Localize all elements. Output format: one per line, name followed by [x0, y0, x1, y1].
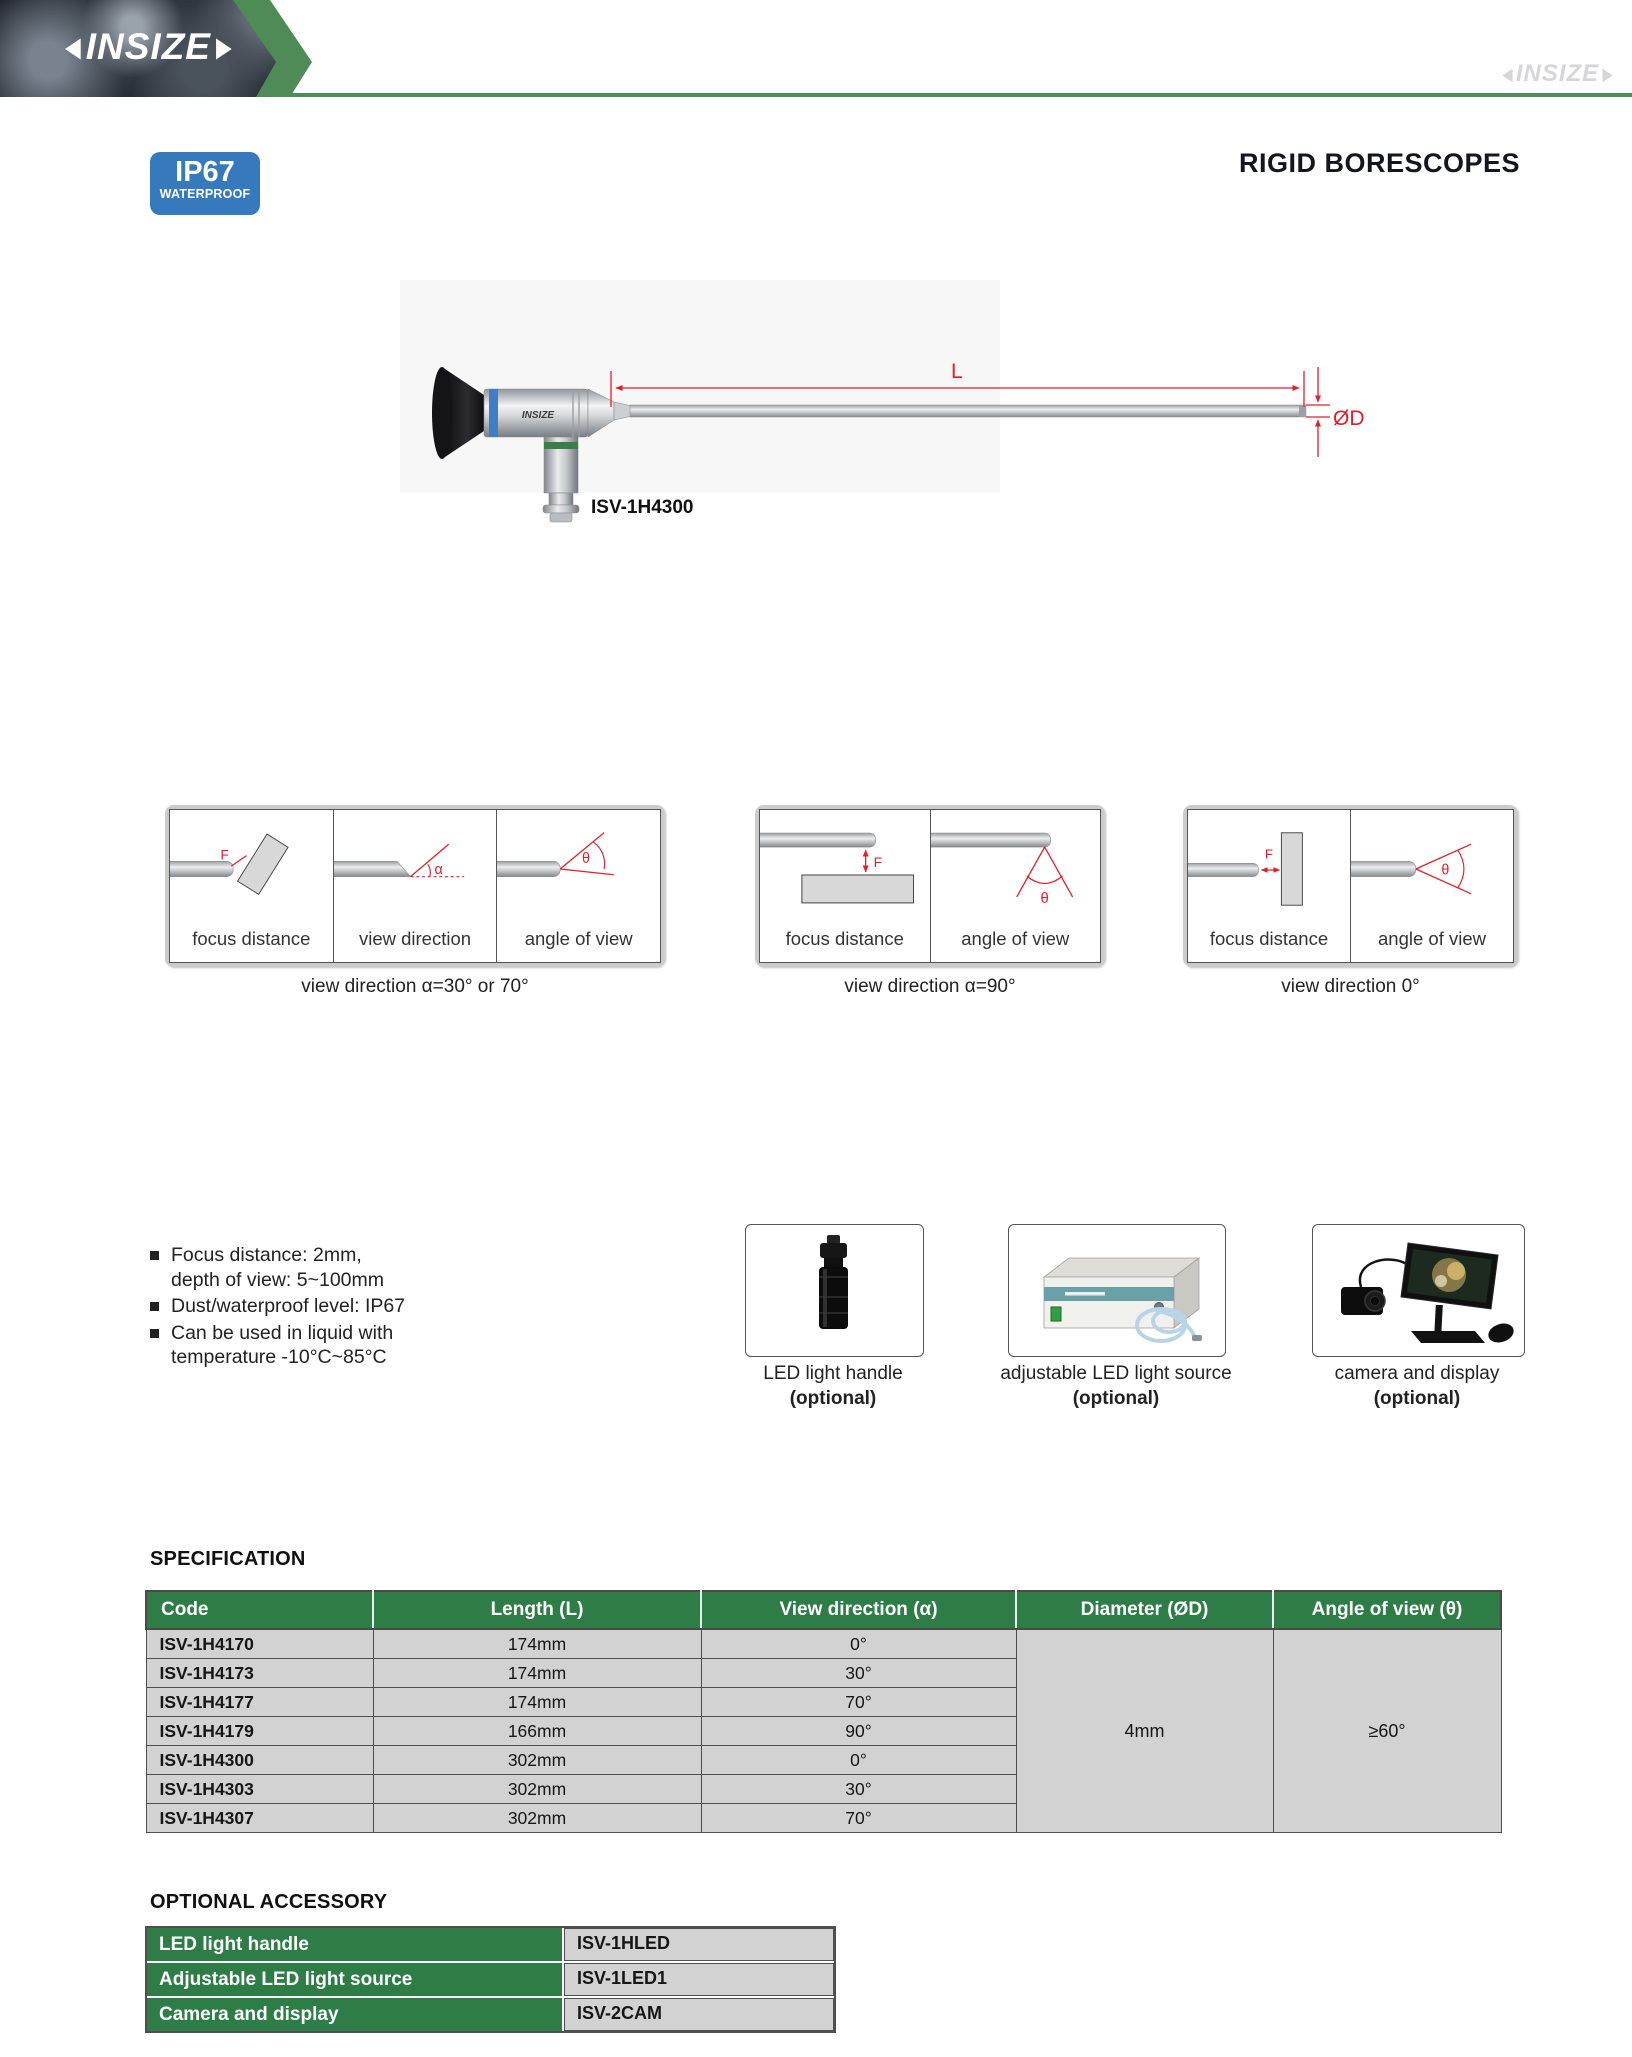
feature-text: depth of view: 5~100mm	[171, 1268, 384, 1291]
spec-angle-merged: ≥60°	[1273, 1629, 1501, 1833]
scope-body-logo: INSIZE	[521, 410, 555, 421]
spec-col-diameter: Diameter (ØD)	[1016, 1591, 1273, 1629]
accessory-card-led-handle	[745, 1224, 924, 1357]
spec-view-direction: 0°	[701, 1629, 1016, 1659]
spec-row	[146, 1629, 1501, 1659]
f-annotation: F	[873, 854, 883, 871]
scope-green-ring	[544, 442, 578, 449]
feature-item	[150, 1294, 510, 1319]
tube	[497, 861, 560, 876]
diagram-cell-label: focus distance	[192, 928, 311, 949]
feature-text: Can be used in liquid with	[171, 1321, 394, 1344]
theta-annotation: θ	[1441, 862, 1450, 879]
accessory-optional: (optional)	[1373, 1387, 1461, 1409]
dimension-l-label: L	[951, 360, 963, 383]
accessory-name: LED light handle	[763, 1363, 903, 1384]
spec-view-direction: 70°	[701, 1804, 1016, 1833]
beveled-tube	[334, 861, 411, 876]
spec-header-row	[146, 1591, 1501, 1629]
spec-view-direction: 90°	[701, 1717, 1016, 1746]
diagram-cell-focus-distance	[760, 810, 931, 962]
spec-length: 166mm	[373, 1717, 701, 1746]
model-label: ISV-1H4300	[591, 497, 694, 518]
spec-code: ISV-1H4173	[146, 1659, 373, 1688]
tube	[760, 833, 876, 847]
brand-logo	[60, 26, 237, 68]
accessory-optional: (optional)	[789, 1387, 877, 1409]
accessory-caption	[986, 1362, 1246, 1411]
logo-right-arrow-icon: ►	[210, 26, 237, 68]
optional-accessory-code: ISV-1LED1	[564, 1963, 834, 1996]
optional-accessory-code: ISV-2CAM	[564, 1998, 834, 2031]
feature-text: temperature -10°C~85°C	[171, 1346, 387, 1369]
bullet-icon	[150, 1251, 159, 1260]
scope-insertion-tube	[630, 405, 1306, 417]
spec-length: 302mm	[373, 1746, 701, 1775]
spec-code: ISV-1H4303	[146, 1775, 373, 1804]
scope-eyepiece-rim	[432, 367, 452, 459]
diagram-cell-view-direction	[334, 810, 498, 962]
led-light-handle-image	[746, 1225, 921, 1354]
logo-left-arrow-icon: ◄	[60, 26, 86, 68]
diagram-cell-angle-of-view	[1351, 810, 1513, 962]
feature-text: Focus distance: 2mm,	[171, 1244, 362, 1266]
alpha-annotation: α	[434, 861, 443, 878]
spec-length: 302mm	[373, 1775, 701, 1804]
product-figure	[330, 255, 1410, 525]
spec-code: ISV-1H4170	[146, 1629, 373, 1659]
scope-post-flange	[543, 505, 579, 513]
diagram-cell-label: angle of view	[1378, 928, 1486, 949]
features-list	[150, 1243, 510, 1372]
dimension-d-label: ØD	[1333, 407, 1365, 430]
ip67-label: IP67	[175, 156, 235, 188]
camera-and-display-image	[1313, 1225, 1522, 1354]
spec-diameter-merged: 4mm	[1016, 1629, 1273, 1833]
accessory-optional: (optional)	[1072, 1387, 1160, 1409]
optional-accessory-row	[147, 1928, 834, 1961]
tube	[931, 833, 1051, 847]
spec-length: 174mm	[373, 1659, 701, 1688]
spec-code: ISV-1H4300	[146, 1746, 373, 1775]
scope-blue-ring	[489, 389, 498, 437]
optional-accessory-section-title: OPTIONAL ACCESSORY	[150, 1891, 388, 1913]
diagram-cell-angle-of-view	[497, 810, 660, 962]
diagram-caption: view direction 0°	[1281, 976, 1420, 997]
accessory-caption	[1307, 1362, 1527, 1411]
spec-code: ISV-1H4179	[146, 1717, 373, 1746]
diagram-cell-focus-distance	[170, 810, 334, 962]
accessory-caption	[733, 1362, 933, 1411]
spec-code: ISV-1H4307	[146, 1804, 373, 1833]
diagram-group-30-70	[165, 805, 665, 998]
specification-table	[145, 1590, 1502, 1833]
scope-post-tip	[550, 513, 572, 522]
spec-view-direction: 0°	[701, 1746, 1016, 1775]
diagram-cell-focus-distance	[1188, 810, 1351, 962]
accessory-card-camera-display	[1312, 1224, 1525, 1357]
diagram-cell-label: angle of view	[961, 928, 1070, 949]
brand-logo-watermark	[1499, 60, 1616, 88]
diagram-group-0	[1183, 805, 1518, 998]
theta-annotation: θ	[1040, 889, 1049, 907]
bullet-icon	[150, 1329, 159, 1338]
f-annotation: F	[1264, 846, 1274, 862]
spec-col-view-direction: View direction (α)	[701, 1591, 1016, 1629]
diagram-cell-label: view direction	[358, 928, 472, 949]
target-plate	[1281, 833, 1302, 905]
accessory-card-light-source	[1008, 1224, 1226, 1357]
spec-length: 174mm	[373, 1629, 701, 1659]
adjustable-led-light-source-image	[1009, 1225, 1223, 1354]
scope-post-neck	[549, 493, 573, 505]
optional-accessory-table	[145, 1926, 836, 2033]
bullet-icon	[150, 1302, 159, 1311]
diagram-cell-label: focus distance	[785, 928, 904, 949]
tube	[170, 861, 233, 876]
spec-code: ISV-1H4177	[146, 1688, 373, 1717]
diagram-caption: view direction α=90°	[844, 976, 1016, 997]
feature-item	[150, 1321, 510, 1370]
spec-length: 174mm	[373, 1688, 701, 1717]
tube	[1351, 861, 1416, 876]
photo-backdrop	[400, 280, 1000, 493]
spec-length: 302mm	[373, 1804, 701, 1833]
f-annotation: F	[220, 847, 229, 863]
spec-view-direction: 70°	[701, 1688, 1016, 1717]
diagram-cell-label: focus distance	[1209, 928, 1329, 949]
theta-annotation: θ	[582, 851, 591, 868]
diagram-cell-angle-of-view	[931, 810, 1101, 962]
page-title: RIGID BORESCOPES	[1238, 148, 1520, 178]
diagram-caption: view direction α=30° or 70°	[301, 976, 529, 997]
diagram-group-90	[755, 805, 1105, 998]
spec-col-length: Length (L)	[373, 1591, 701, 1629]
spec-col-code: Code	[146, 1591, 373, 1629]
optional-accessory-name: Adjustable LED light source	[147, 1963, 562, 1996]
logo-left-arrow-icon: ◄	[1499, 61, 1516, 87]
accessory-name: camera and display	[1334, 1363, 1500, 1384]
spec-view-direction: 30°	[701, 1659, 1016, 1688]
optional-accessory-name: LED light handle	[147, 1928, 562, 1961]
tube	[1188, 863, 1259, 876]
waterproof-label: WATERPROOF	[159, 187, 251, 202]
spec-view-direction: 30°	[701, 1775, 1016, 1804]
target-plate	[238, 834, 289, 894]
brand-logo-text: INSIZE	[85, 26, 211, 67]
optional-accessory-row	[147, 1963, 834, 1996]
ip67-waterproof-badge	[150, 152, 260, 215]
target-plate	[802, 875, 914, 903]
feature-item	[150, 1243, 510, 1292]
optional-accessory-row	[147, 1998, 834, 2031]
accessory-name: adjustable LED light source	[1000, 1363, 1232, 1384]
brand-logo-watermark-text: INSIZE	[1515, 60, 1600, 87]
logo-right-arrow-icon: ►	[1599, 61, 1616, 87]
feature-text: Dust/waterproof level: IP67	[171, 1295, 406, 1318]
diagram-cell-label: angle of view	[524, 928, 633, 949]
optional-accessory-name: Camera and display	[147, 1998, 562, 2031]
specification-section-title: SPECIFICATION	[150, 1548, 306, 1570]
optional-accessory-code: ISV-1HLED	[564, 1928, 834, 1961]
scope-tube-tip	[1299, 405, 1306, 417]
spec-col-angle: Angle of view (θ)	[1273, 1591, 1501, 1629]
